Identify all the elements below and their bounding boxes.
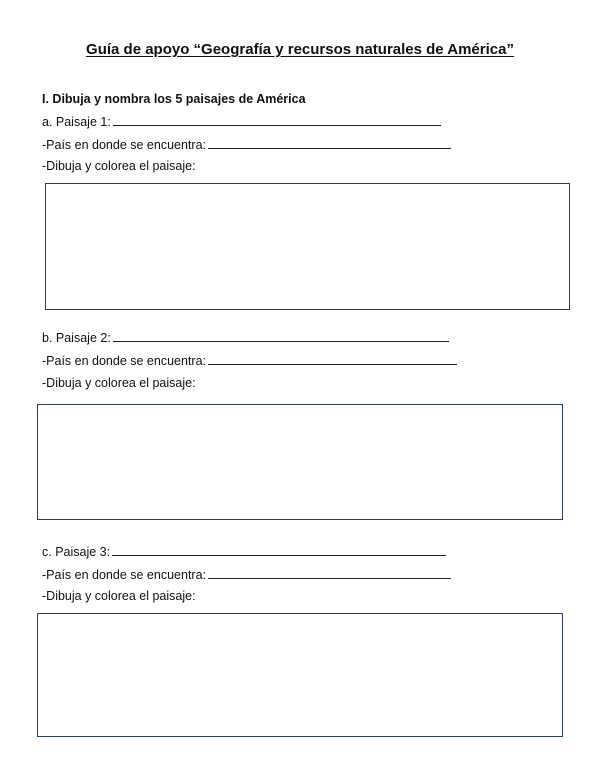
landscape-2-name-row <box>42 330 449 345</box>
landscape-1-country-label: -País en donde se encuentra: <box>42 138 207 152</box>
landscape-2-drawing-box[interactable] <box>37 404 563 520</box>
landscape-1-drawing-box[interactable] <box>45 183 570 310</box>
landscape-1-name-blank[interactable] <box>113 114 441 126</box>
landscape-1-draw-label: -Dibuja y colorea el paisaje: <box>42 159 196 173</box>
landscape-1-draw-row <box>42 159 196 173</box>
landscape-2-draw-row <box>42 376 196 390</box>
landscape-2-country-row <box>42 353 457 368</box>
landscape-1-name-row <box>42 114 441 129</box>
landscape-3-draw-label: -Dibuja y colorea el paisaje: <box>42 589 196 603</box>
landscape-3-drawing-box[interactable] <box>37 613 563 737</box>
section-heading: I. Dibuja y nombra los 5 paisajes de América <box>42 92 306 106</box>
landscape-3-country-row <box>42 567 451 582</box>
landscape-2-draw-label: -Dibuja y colorea el paisaje: <box>42 376 196 390</box>
landscape-2-country-label: -País en donde se encuentra: <box>42 354 207 368</box>
landscape-2-country-blank[interactable] <box>208 353 457 365</box>
document-title: Guía de apoyo “Geografía y recursos naturales de América” <box>86 41 514 58</box>
landscape-1-country-row <box>42 137 451 152</box>
landscape-3-name-row <box>42 544 446 559</box>
landscape-2-name-label: b. Paisaje 2: <box>42 331 111 345</box>
landscape-3-country-blank[interactable] <box>208 567 451 579</box>
landscape-3-country-label: -País en donde se encuentra: <box>42 568 207 582</box>
landscape-2-name-blank[interactable] <box>113 330 449 342</box>
landscape-3-name-blank[interactable] <box>112 544 446 556</box>
landscape-1-name-label: a. Paisaje 1: <box>42 115 111 129</box>
landscape-1-country-blank[interactable] <box>208 137 451 149</box>
landscape-3-draw-row <box>42 589 196 603</box>
landscape-3-name-label: c. Paisaje 3: <box>42 545 111 559</box>
